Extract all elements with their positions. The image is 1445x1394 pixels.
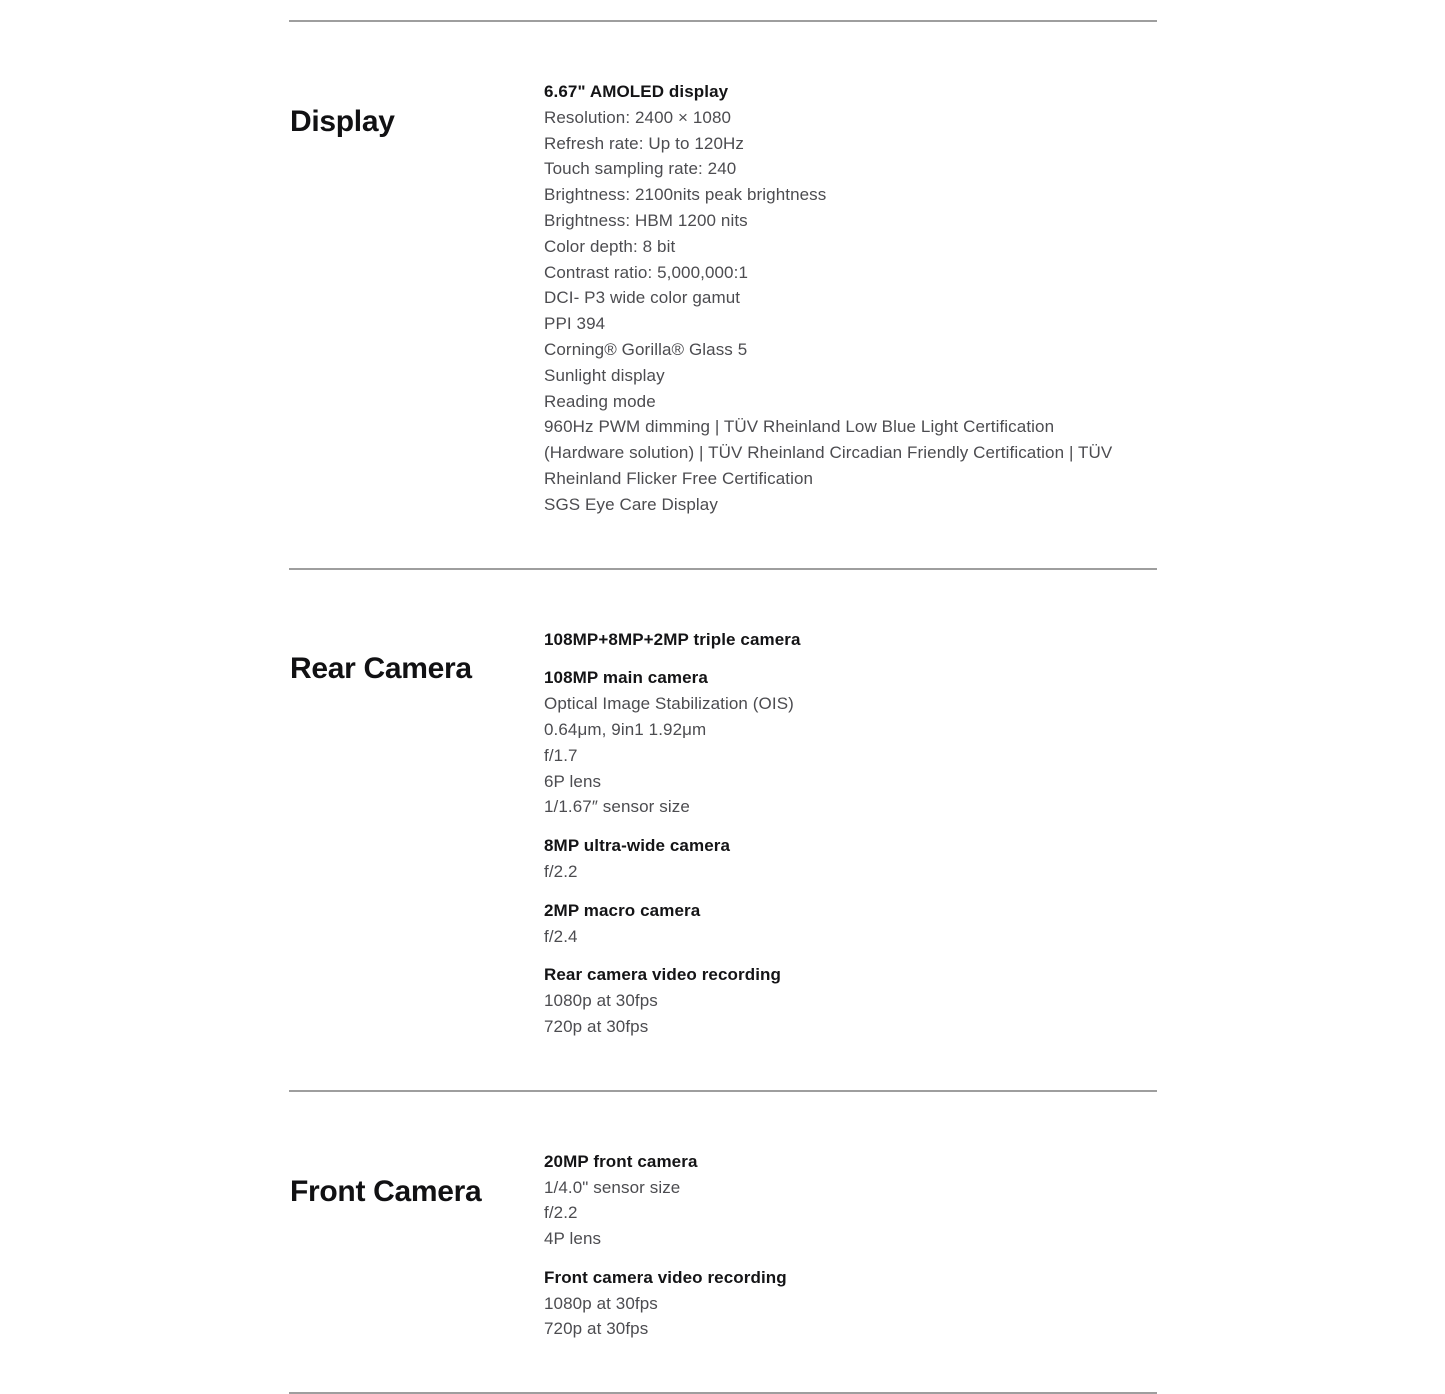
spec-section-front-camera — [289, 1090, 1157, 1393]
spec-group — [544, 898, 1119, 950]
spec-group-lines — [544, 924, 1119, 950]
spec-group-heading: Front camera video recording — [544, 1267, 787, 1287]
spec-line: Color depth: 8 bit — [544, 236, 676, 256]
spec-line: Touch sampling rate: 240 — [544, 159, 737, 179]
spec-line: Brightness: HBM 1200 nits — [544, 210, 748, 230]
section-title: Display — [290, 104, 395, 138]
spec-group-heading: 2MP macro camera — [544, 900, 701, 920]
spec-line: 720p at 30fps — [544, 1016, 649, 1036]
spec-group-heading: 20MP front camera — [544, 1151, 698, 1171]
spec-line: 960Hz PWM dimming | TÜV Rheinland Low Blue Light Certification (Hardware solution) | TÜV Rheinland Circadian Friendly Certification | TÜV Rheinland Flicker Free Certification — [544, 417, 1113, 488]
spec-group-heading: 8MP ultra-wide camera — [544, 836, 731, 856]
spec-line: 0.64μm, 9in1 1.92μm — [544, 719, 707, 739]
spec-group — [544, 665, 1119, 820]
spec-line: PPI 394 — [544, 314, 606, 334]
spec-group-lines — [544, 988, 1119, 1040]
spec-line: Contrast ratio: 5,000,000:1 — [544, 262, 748, 282]
spec-group-heading: 108MP main camera — [544, 668, 708, 688]
spec-group-heading: Rear camera video recording — [544, 965, 782, 985]
spec-section-display — [289, 20, 1157, 568]
spec-line: Resolution: 2400 × 1080 — [544, 107, 732, 127]
spec-line: f/2.2 — [544, 1203, 578, 1223]
spec-group — [544, 962, 1119, 1039]
spec-group-lines — [544, 105, 1119, 518]
spec-line: f/1.7 — [544, 745, 578, 765]
section-specs — [544, 627, 1119, 1040]
spec-line: 1080p at 30fps — [544, 1293, 658, 1313]
spec-line: Optical Image Stabilization (OIS) — [544, 694, 794, 714]
spec-group — [544, 627, 1119, 653]
spec-line: 1/4.0" sensor size — [544, 1177, 681, 1197]
spec-line: 720p at 30fps — [544, 1319, 649, 1339]
section-specs — [544, 79, 1119, 518]
spec-line: f/2.4 — [544, 926, 578, 946]
spec-line: SGS Eye Care Display — [544, 494, 718, 514]
spec-group — [544, 1149, 1119, 1252]
spec-group — [544, 79, 1119, 518]
spec-group — [544, 833, 1119, 885]
spec-group-lines — [544, 1291, 1119, 1343]
spec-line: Brightness: 2100nits peak brightness — [544, 185, 827, 205]
spec-line: Reading mode — [544, 391, 656, 411]
spec-section-rear-camera — [289, 568, 1157, 1090]
section-specs — [544, 1149, 1119, 1343]
section-title: Front Camera — [290, 1174, 482, 1208]
spec-line: Refresh rate: Up to 120Hz — [544, 133, 744, 153]
spec-line: 4P lens — [544, 1229, 602, 1249]
section-title: Rear Camera — [290, 652, 472, 686]
spec-line: 1080p at 30fps — [544, 991, 658, 1011]
spec-table — [289, 20, 1157, 1394]
spec-line: DCI- P3 wide color gamut — [544, 288, 741, 308]
spec-line: 1/1.67″ sensor size — [544, 797, 690, 817]
spec-line: Sunlight display — [544, 365, 665, 385]
spec-group-lines — [544, 859, 1119, 885]
spec-group-lines — [544, 1175, 1119, 1252]
spec-group-lines — [544, 691, 1119, 820]
spec-group-heading: 6.67" AMOLED display — [544, 82, 729, 101]
spec-line: Corning® Gorilla® Glass 5 — [544, 339, 748, 359]
spec-line: f/2.2 — [544, 861, 578, 881]
spec-line: 6P lens — [544, 771, 602, 791]
spec-group-heading: 108MP+8MP+2MP triple camera — [544, 629, 801, 649]
spec-group — [544, 1265, 1119, 1342]
